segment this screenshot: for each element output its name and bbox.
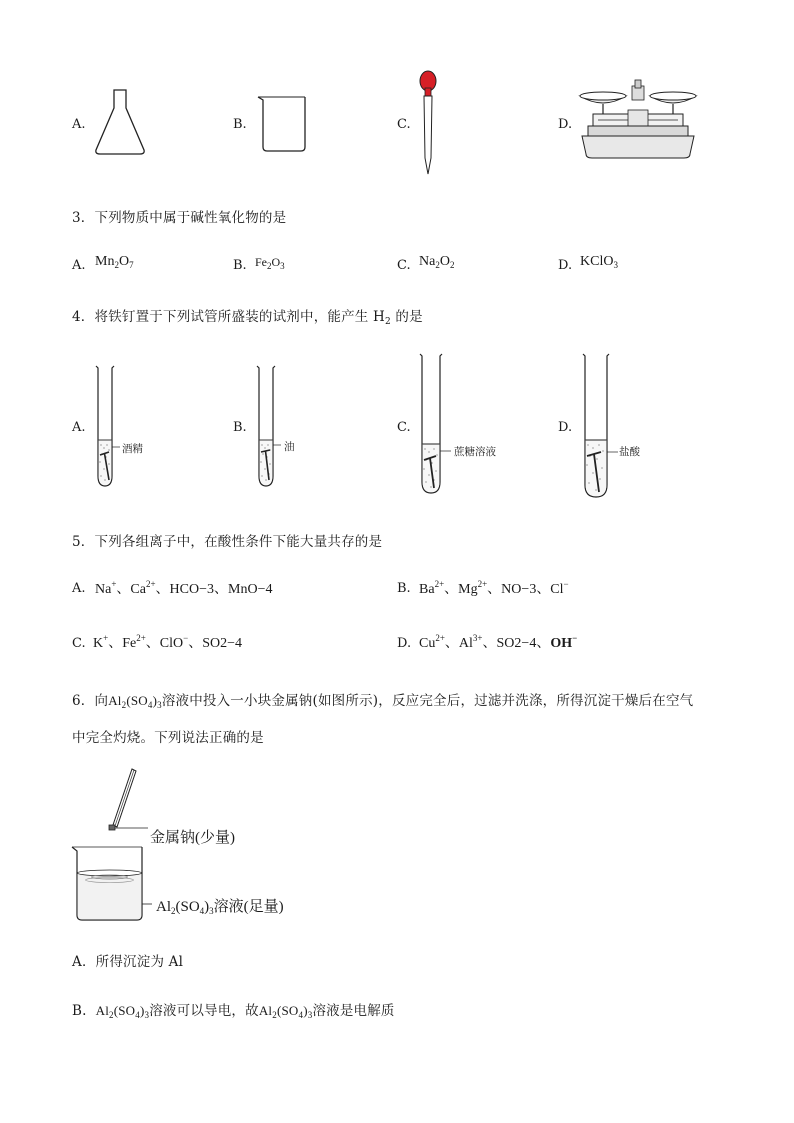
dropper-illustration <box>418 70 440 176</box>
reagent-label-b: 油 <box>284 441 295 453</box>
q5-option-b-label: B. <box>397 581 411 596</box>
q3-option-b-label: B. <box>233 258 247 273</box>
q5-option-a-ions: Na+、$Ca^{2+}$、HCO−3、MnO−4 <box>95 579 273 597</box>
q4-option-d-label: D. <box>558 420 573 435</box>
sodium-beaker-illustration <box>70 767 160 927</box>
q5-option-b-ions: $Ba^{2+}$、$Mg^{2+}$、NO−3、Cl− <box>419 579 569 597</box>
beaker-illustration <box>255 95 311 153</box>
q3-option-c-formula: $Na_2O_2$ <box>419 254 455 270</box>
q4-option-b-label: B. <box>233 420 247 435</box>
test-tube-d-illustration <box>582 352 622 500</box>
q5-option-c-label: C. <box>72 636 86 651</box>
sodium-label: 金属钠(少量) <box>150 830 235 846</box>
q3-option-b-formula: $Fe_2O_3$ <box>255 255 285 271</box>
q5-option-c-ions: K+、$Fe^{2+}$、ClO−、SO2−4 <box>93 633 243 651</box>
q5-option-d-ions: $Cu^{2+}$、$Al^{3+}$、SO2−4、OH− <box>419 633 578 651</box>
question-6-stem-line2: 中完全灼烧。下列说法正确的是 <box>72 730 264 746</box>
question-6-stem-line1: 6．向$Al_2(SO_4)_3$溶液中投入一小块金属钠(如图所示)，反应完全后，过滤并洗涤，所得沉淀干燥后在空气 <box>72 693 694 710</box>
option-d-label: D. <box>558 117 573 132</box>
q3-option-d-formula: KClO$_3$ <box>580 254 618 270</box>
test-tube-b-illustration <box>255 364 285 488</box>
q3-option-c-label: C. <box>397 258 411 273</box>
question-5-stem: 5．下列各组离子中，在酸性条件下能大量共存的是 <box>72 534 383 550</box>
q4-option-a-label: A. <box>72 420 86 435</box>
q5-option-a-label: A. <box>72 581 86 596</box>
q3-option-d-label: D. <box>558 258 573 273</box>
reagent-label-d: 盐酸 <box>619 446 640 458</box>
q3-option-a-label: A. <box>72 258 86 273</box>
test-tube-c-illustration <box>419 352 453 496</box>
q5-option-d-label: D. <box>397 636 412 651</box>
test-tube-a-illustration <box>94 364 124 488</box>
q6-option-b: B. $Al_2(SO_4)_3$溶液可以导电，故$Al_2(SO_4)_3$溶液是电解质 <box>72 1003 395 1020</box>
option-b-label: B. <box>233 117 247 132</box>
conical-flask-illustration <box>92 88 148 158</box>
option-a-label: A. <box>72 117 86 132</box>
q4-option-c-label: C. <box>397 420 411 435</box>
question-4-stem: 4．将铁钉置于下列试管所盛装的试剂中，能产生 $H_2$ 的是 <box>72 309 423 327</box>
solution-label: $Al_2(SO_4)_3$溶液(足量) <box>156 899 284 916</box>
balance-illustration <box>578 80 698 164</box>
q3-option-a-formula: $Mn_2O_7$ <box>95 254 134 270</box>
option-c-label: C. <box>397 117 411 132</box>
reagent-label-a: 酒精 <box>122 443 143 455</box>
question-3-stem: 3．下列物质中属于碱性氧化物的是 <box>72 210 287 226</box>
reagent-label-c: 蔗糖溶液 <box>454 446 496 458</box>
q6-option-a: A．所得沉淀为 Al <box>72 954 184 970</box>
